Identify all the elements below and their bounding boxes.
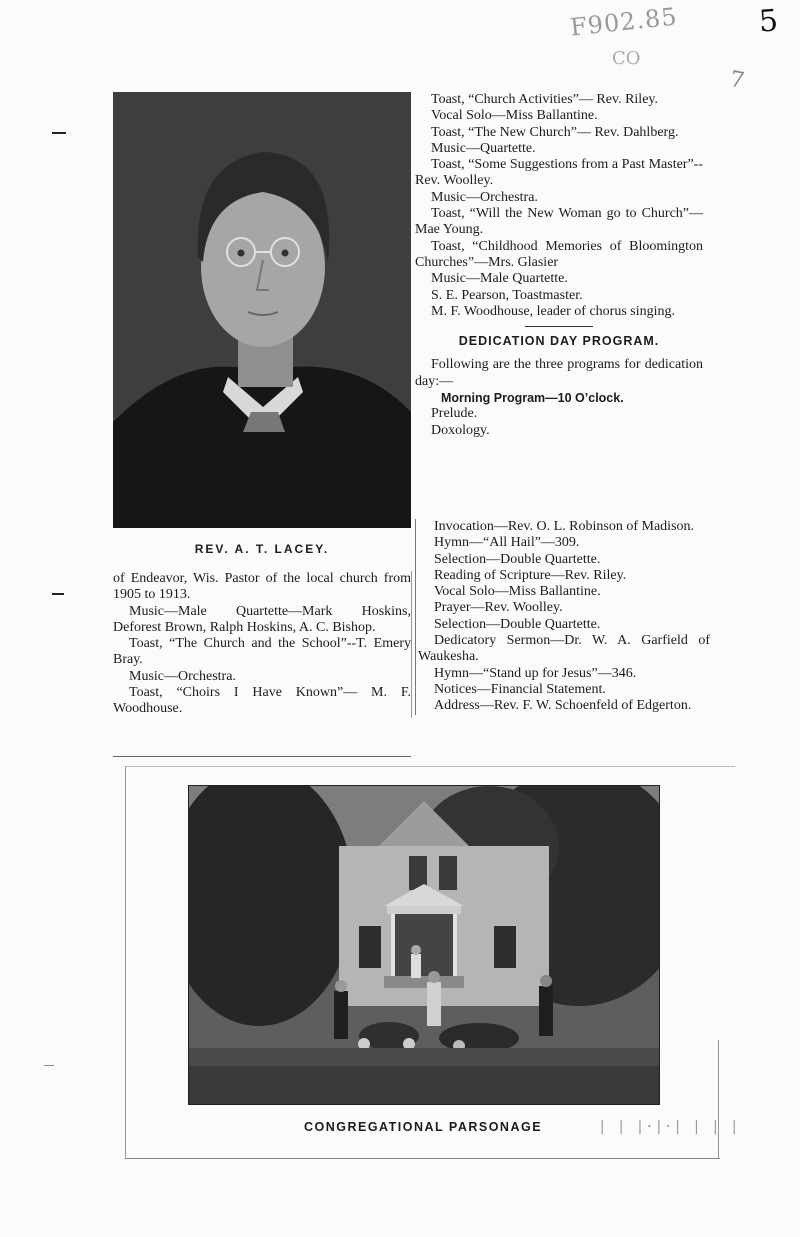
clipping-edge <box>125 766 735 767</box>
margin-tick <box>52 593 64 595</box>
program-line: Reading of Scripture—Rev. Riley. <box>434 567 627 583</box>
portrait-photo-icon <box>113 92 411 528</box>
program-line: Selection—Double Quartette. <box>434 616 601 632</box>
section-intro: Following are the three programs for dedication day:— <box>415 357 703 389</box>
program-line: Toast, “Will the New Woman go to Church”—Mae Young. <box>415 206 703 238</box>
program-line: Music—Quartette. <box>431 140 536 156</box>
program-line: Notices—Financial Statement. <box>434 681 606 697</box>
parsonage-caption: CONGREGATIONAL PARSONAGE <box>303 1120 543 1134</box>
section-heading: DEDICATION DAY PROGRAM. <box>458 334 660 349</box>
program-line: Toast, “Choirs I Have Known”— M. F. Woodhouse. <box>113 685 411 717</box>
archive-stamp: | | |·|·| | | | <box>598 1119 740 1135</box>
parsonage-photo <box>188 785 660 1105</box>
margin-tick <box>52 132 66 134</box>
clipping-edge <box>113 756 411 757</box>
program-line: M. F. Woodhouse, leader of chorus singing. <box>431 303 676 319</box>
clipping-edge <box>718 1040 719 1158</box>
program-line: Dedicatory Sermon—Dr. W. A. Garfield of Waukesha. <box>418 633 710 665</box>
program-line: Doxology. <box>431 422 490 438</box>
program-line: Invocation—Rev. O. L. Robinson of Madison. <box>434 519 695 534</box>
page-number: 5 <box>757 3 780 40</box>
program-line: S. E. Pearson, Toastmaster. <box>431 287 583 303</box>
program-line: Music—Orchestra. <box>431 189 538 205</box>
program-line: Music—Orchestra. <box>129 668 236 684</box>
program-line: Toast, “Church Activities”— Rev. Riley. <box>431 92 658 107</box>
program-line: Toast, “The Church and the School”--T. Emery Bray. <box>113 636 411 668</box>
program-line: Prelude. <box>431 406 478 422</box>
program-line: Selection—Double Quartette. <box>434 551 601 567</box>
program-line: Music—Male Quartette. <box>431 271 568 287</box>
program-line: Hymn—“Stand up for Jesus”—346. <box>434 665 637 681</box>
margin-mark: 7 <box>727 66 747 95</box>
clipping-edge <box>125 1158 720 1159</box>
program-column-bottom <box>415 519 710 715</box>
program-column-top <box>415 92 703 439</box>
program-line: Toast, “Childhood Memories of Bloomington Churches”—Mrs. Glasier <box>415 238 703 270</box>
program-line: Vocal Solo—Miss Ballantine. <box>434 584 601 600</box>
article-continuation: of Endeavor, Wis. Pastor of the local church from 1905 to 1913. <box>113 571 411 603</box>
program-line: Hymn—“All Hail”—309. <box>434 535 580 551</box>
program-line: Music—Male Quartette—Mark Hoskins, Deforest Brown, Ralph Hoskins, A. C. Bishop. <box>113 603 411 635</box>
margin-tick <box>44 1065 54 1066</box>
program-line: Toast, “The New Church”— Rev. Dahlberg. <box>431 124 679 140</box>
catalog-code: F902.85 <box>568 2 679 42</box>
section-divider <box>525 326 593 327</box>
catalog-sub: CO <box>612 48 641 69</box>
portrait-photo <box>113 92 411 528</box>
program-line: Toast, “Some Suggestions from a Past Master”--Rev. Woolley. <box>415 157 703 189</box>
program-line: Vocal Solo—Miss Ballantine. <box>431 108 598 124</box>
program-subhead: Morning Program—10 O’clock. <box>441 391 624 406</box>
house-photo-icon <box>189 786 659 1104</box>
program-line: Prayer—Rev. Woolley. <box>434 600 563 616</box>
program-line: Address—Rev. F. W. Schoenfeld of Edgerton. <box>434 698 692 714</box>
portrait-caption: REV. A. T. LACEY. <box>194 542 330 556</box>
program-column-left <box>113 571 412 718</box>
clipping-edge <box>125 766 126 1159</box>
